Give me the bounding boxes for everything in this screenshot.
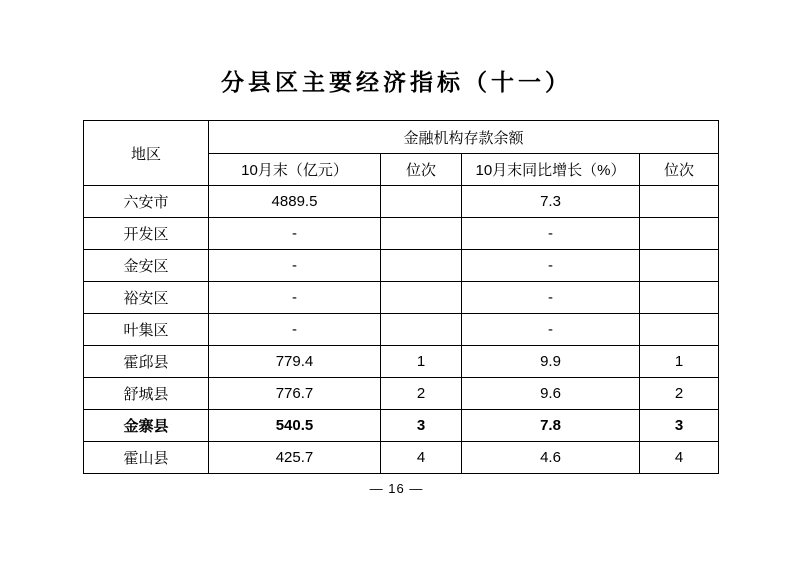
region-cell: 金寨县 xyxy=(84,410,209,442)
region-cell: 开发区 xyxy=(84,218,209,250)
growth-cell: - xyxy=(462,218,640,250)
growth-cell: 9.9 xyxy=(462,346,640,378)
region-cell: 金安区 xyxy=(84,250,209,282)
table-row xyxy=(84,186,719,218)
rank-cell: 4 xyxy=(640,442,719,474)
rank-cell: 1 xyxy=(381,346,462,378)
region-cell: 舒城县 xyxy=(84,378,209,410)
table-row xyxy=(84,218,719,250)
growth-cell: 7.8 xyxy=(462,410,640,442)
table-row xyxy=(84,442,719,474)
amount-cell: - xyxy=(209,314,381,346)
amount-cell: - xyxy=(209,250,381,282)
amount-cell: 540.5 xyxy=(209,410,381,442)
rank-cell xyxy=(381,250,462,282)
rank-cell xyxy=(640,250,719,282)
deposit-balance-group-header: 金融机构存款余额 xyxy=(209,121,719,154)
rank-cell: 4 xyxy=(381,442,462,474)
rank-cell: 1 xyxy=(640,346,719,378)
region-column-header: 地区 xyxy=(84,121,209,186)
page-title: 分县区主要经济指标（十一） xyxy=(221,69,572,95)
rank-cell: 2 xyxy=(381,378,462,410)
rank-column-header: 位次 xyxy=(381,154,462,186)
amount-column-header: 10月末（亿元） xyxy=(209,154,381,186)
rank-cell xyxy=(640,282,719,314)
amount-cell: 779.4 xyxy=(209,346,381,378)
region-cell: 六安市 xyxy=(84,186,209,218)
table-row xyxy=(84,410,719,442)
page-number: — 16 — xyxy=(369,481,424,496)
growth-column-header: 10月末同比增长（%） xyxy=(462,154,640,186)
table-body xyxy=(84,186,719,474)
amount-cell: - xyxy=(209,218,381,250)
table-row xyxy=(84,314,719,346)
region-cell: 叶集区 xyxy=(84,314,209,346)
growth-cell: - xyxy=(462,282,640,314)
header-group-row xyxy=(84,121,719,154)
growth-cell: 7.3 xyxy=(462,186,640,218)
rank-cell: 2 xyxy=(640,378,719,410)
amount-cell: 776.7 xyxy=(209,378,381,410)
rank-cell: 3 xyxy=(640,410,719,442)
document-page xyxy=(0,66,793,561)
table-row xyxy=(84,378,719,410)
table-row xyxy=(84,250,719,282)
growth-cell: - xyxy=(462,314,640,346)
table-header xyxy=(84,121,719,186)
table-row xyxy=(84,346,719,378)
rank-cell xyxy=(381,218,462,250)
rank-cell: 3 xyxy=(381,410,462,442)
table-row xyxy=(84,282,719,314)
region-cell: 霍邱县 xyxy=(84,346,209,378)
rank-cell xyxy=(381,186,462,218)
growth-cell: - xyxy=(462,250,640,282)
economic-indicators-table xyxy=(83,120,719,474)
rank2-column-header: 位次 xyxy=(640,154,719,186)
amount-cell: - xyxy=(209,282,381,314)
rank-cell xyxy=(640,186,719,218)
rank-cell xyxy=(640,314,719,346)
rank-cell xyxy=(640,218,719,250)
region-cell: 霍山县 xyxy=(84,442,209,474)
amount-cell: 4889.5 xyxy=(209,186,381,218)
growth-cell: 9.6 xyxy=(462,378,640,410)
amount-cell: 425.7 xyxy=(209,442,381,474)
region-cell: 裕安区 xyxy=(84,282,209,314)
rank-cell xyxy=(381,282,462,314)
growth-cell: 4.6 xyxy=(462,442,640,474)
rank-cell xyxy=(381,314,462,346)
